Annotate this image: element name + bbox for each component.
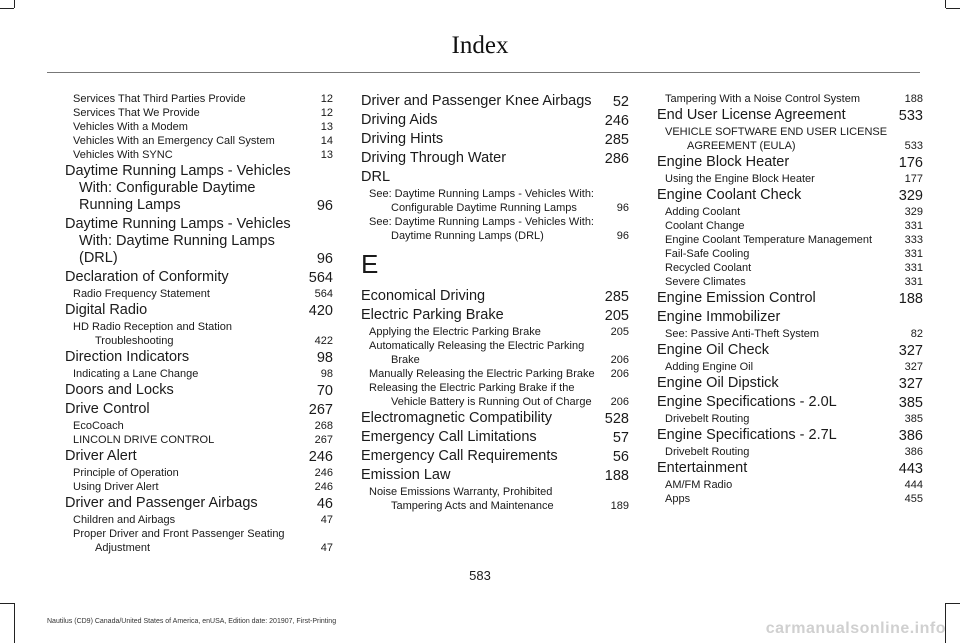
index-entry: [657, 393, 923, 412]
entry-text: Automatically Releasing the Electric Parking Brake: [369, 340, 585, 366]
entry-text: Indicating a Lane Change: [73, 368, 199, 380]
entry-text: Vehicles With an Emergency Call System: [73, 135, 275, 147]
entry-page-number: 331: [904, 262, 923, 274]
index-subentry: [657, 247, 923, 261]
entry-page-number: 386: [898, 428, 923, 444]
entry-page-number: 13: [320, 121, 333, 133]
index-subentry: [657, 275, 923, 289]
entry-page-number: 329: [904, 206, 923, 218]
index-subentry: [361, 215, 629, 243]
index-subentry: [361, 339, 629, 367]
entry-page-number: 57: [612, 430, 629, 446]
entry-page-number: 327: [904, 361, 923, 373]
entry-text: Driver Alert: [65, 448, 137, 464]
crop-mark: [14, 0, 15, 8]
entry-text: Daytime Running Lamps - Vehicles With: Configurable Daytime Running Lamps: [65, 163, 291, 213]
index-entry: [657, 153, 923, 172]
index-subentry: [361, 325, 629, 339]
index-entry: [657, 186, 923, 205]
index-entry: [657, 374, 923, 393]
index-entry: [65, 381, 333, 400]
entry-page-number: 12: [320, 107, 333, 119]
entry-page-number: 285: [604, 132, 629, 148]
index-entry: [361, 306, 629, 325]
index-subentry: [657, 478, 923, 492]
page-number: 583: [469, 568, 491, 583]
entry-page-number: 206: [610, 354, 629, 366]
entry-text: Entertainment: [657, 460, 748, 476]
entry-page-number: 533: [898, 108, 923, 124]
index-entry: [361, 111, 629, 130]
entry-page-number: 98: [320, 368, 333, 380]
entry-page-number: 96: [616, 202, 629, 214]
index-subentry: [65, 287, 333, 301]
entry-text: Engine Specifications - 2.7L: [657, 427, 837, 443]
entry-page-number: 96: [316, 251, 333, 267]
entry-text: Daytime Running Lamps - Vehicles With: Daytime Running Lamps (DRL): [65, 216, 291, 266]
index-subentry: [65, 106, 333, 120]
entry-page-number: 443: [898, 461, 923, 477]
entry-text: Declaration of Conformity: [65, 269, 229, 285]
index-entry: [361, 466, 629, 485]
entry-page-number: 533: [904, 140, 923, 152]
entry-text: Engine Emission Control: [657, 290, 816, 306]
index-entry: [361, 287, 629, 306]
entry-text: Tampering With a Noise Control System: [665, 93, 861, 105]
entry-text: Driving Through Water: [361, 150, 507, 166]
entry-text: Driving Aids: [361, 112, 438, 128]
page-title: Index: [451, 32, 509, 59]
entry-text: Emission Law: [361, 467, 451, 483]
footer-edition-text: Nautilus (CD9) Canada/United States of America, enUSA, Edition date: 201907, First-Printing: [47, 618, 337, 625]
entry-page-number: 56: [612, 449, 629, 465]
index-subentry: [65, 480, 333, 494]
entry-text: Radio Frequency Statement: [73, 288, 210, 300]
crop-mark: [0, 8, 14, 9]
crop-mark: [946, 8, 960, 9]
index-subentry: [65, 419, 333, 433]
index-subentry: [657, 92, 923, 106]
entry-text: Drivebelt Routing: [665, 446, 750, 458]
index-entry: [657, 341, 923, 360]
entry-page-number: 47: [320, 514, 333, 526]
entry-page-number: 12: [320, 93, 333, 105]
entry-page-number: 455: [904, 493, 923, 505]
entry-text: Vehicles With a Modem: [73, 121, 188, 133]
entry-page-number: 528: [604, 411, 629, 427]
entry-text: Economical Driving: [361, 288, 486, 304]
entry-page-number: 444: [904, 479, 923, 491]
index-subentry: [65, 320, 333, 348]
entry-page-number: 96: [616, 230, 629, 242]
index-entry: [65, 447, 333, 466]
entry-page-number: 331: [904, 276, 923, 288]
entry-text: Drive Control: [65, 401, 150, 417]
entry-text: Severe Climates: [665, 276, 746, 288]
entry-page-number: 327: [898, 343, 923, 359]
entry-text: Driver and Passenger Knee Airbags: [361, 93, 592, 109]
entry-text: Apps: [665, 493, 691, 505]
title-divider: [47, 72, 920, 73]
index-entry: [657, 289, 923, 308]
index-entry: [65, 268, 333, 287]
entry-text: Engine Oil Dipstick: [657, 375, 779, 391]
entry-page-number: 205: [604, 308, 629, 324]
entry-text: EcoCoach: [73, 420, 124, 432]
entry-page-number: 46: [316, 496, 333, 512]
index-subentry: [65, 433, 333, 447]
entry-page-number: 268: [314, 420, 333, 432]
index-subentry: [65, 148, 333, 162]
entry-text: Engine Coolant Temperature Management: [665, 234, 873, 246]
index-subentry: [65, 120, 333, 134]
entry-page-number: 188: [904, 93, 923, 105]
entry-page-number: 188: [898, 291, 923, 307]
index-entry: [361, 428, 629, 447]
entry-page-number: 188: [604, 468, 629, 484]
entry-page-number: 70: [316, 383, 333, 399]
entry-text: Drivebelt Routing: [665, 413, 750, 425]
entry-text: Driving Hints: [361, 131, 444, 147]
entry-text: Engine Coolant Check: [657, 187, 802, 203]
entry-text: Doors and Locks: [65, 382, 174, 398]
index-entry: [65, 215, 333, 268]
index-subentry: [65, 92, 333, 106]
entry-page-number: 331: [904, 248, 923, 260]
entry-page-number: 333: [904, 234, 923, 246]
entry-text: See: Daytime Running Lamps - Vehicles With: Configurable Daytime Running Lamps: [369, 188, 594, 214]
entry-page-number: 385: [904, 413, 923, 425]
index-subentry: [361, 381, 629, 409]
index-entry: [361, 168, 629, 187]
entry-text: AM/FM Radio: [665, 479, 733, 491]
index-subentry: [65, 134, 333, 148]
entry-text: Engine Oil Check: [657, 342, 770, 358]
entry-page-number: 327: [898, 376, 923, 392]
entry-text: Fail-Safe Cooling: [665, 248, 750, 260]
entry-text: Emergency Call Requirements: [361, 448, 558, 464]
index-entry: [361, 92, 629, 111]
index-subentry: [65, 527, 333, 555]
section-letter: E: [361, 249, 379, 279]
entry-text: Applying the Electric Parking Brake: [369, 326, 541, 338]
entry-text: Electric Parking Brake: [361, 307, 504, 323]
entry-text: Manually Releasing the Electric Parking Brake: [369, 368, 595, 380]
index-entry: [65, 162, 333, 215]
entry-page-number: 96: [316, 198, 333, 214]
entry-text: Coolant Change: [665, 220, 745, 232]
entry-text: Driver and Passenger Airbags: [65, 495, 258, 511]
entry-text: See: Passive Anti-Theft System: [665, 328, 820, 340]
index-subentry: [657, 492, 923, 506]
entry-page-number: 13: [320, 149, 333, 161]
crop-mark: [945, 0, 946, 8]
entry-page-number: 176: [898, 155, 923, 171]
index-subentry: [657, 327, 923, 341]
entry-page-number: 286: [604, 151, 629, 167]
index-entry: [361, 409, 629, 428]
index-entry: [65, 301, 333, 320]
index-entry: [361, 149, 629, 168]
entry-page-number: 329: [898, 188, 923, 204]
entry-page-number: 267: [308, 402, 333, 418]
entry-text: Services That We Provide: [73, 107, 200, 119]
entry-page-number: 206: [610, 396, 629, 408]
entry-text: Adding Engine Oil: [665, 361, 754, 373]
entry-page-number: 422: [314, 335, 333, 347]
index-entry: [65, 400, 333, 419]
index-subentry: [657, 172, 923, 186]
entry-page-number: 246: [604, 113, 629, 129]
entry-page-number: 52: [612, 94, 629, 110]
entry-page-number: 14: [320, 135, 333, 147]
entry-text: HD Radio Reception and Station Troubleshooting: [73, 321, 232, 347]
watermark: carmanualsonline.info: [765, 620, 946, 637]
index-entry: [657, 106, 923, 125]
entry-text: Engine Immobilizer: [657, 309, 781, 325]
entry-text: Electromagnetic Compatibility: [361, 410, 552, 426]
entry-text: Using the Engine Block Heater: [665, 173, 815, 185]
entry-page-number: 267: [314, 434, 333, 446]
entry-page-number: 331: [904, 220, 923, 232]
entry-page-number: 246: [314, 481, 333, 493]
index-subentry: [657, 205, 923, 219]
entry-text: Services That Third Parties Provide: [73, 93, 246, 105]
entry-text: Proper Driver and Front Passenger Seating Adjustment: [73, 528, 285, 554]
entry-page-number: 246: [308, 449, 333, 465]
index-subentry: [657, 445, 923, 459]
entry-text: LINCOLN DRIVE CONTROL: [73, 434, 215, 446]
index-subentry: [361, 187, 629, 215]
entry-page-number: 285: [604, 289, 629, 305]
entry-page-number: 564: [308, 270, 333, 286]
entry-page-number: 205: [610, 326, 629, 338]
index-column-2: [361, 92, 629, 513]
entry-page-number: 386: [904, 446, 923, 458]
index-column-1: [65, 92, 333, 555]
crop-mark: [14, 603, 15, 643]
entry-text: Recycled Coolant: [665, 262, 752, 274]
entry-text: Children and Airbags: [73, 514, 176, 526]
entry-text: VEHICLE SOFTWARE END USER LICENSE AGREEMENT (EULA): [665, 126, 888, 152]
index-entry: [65, 494, 333, 513]
index-entry: [657, 308, 923, 327]
entry-text: Adding Coolant: [665, 206, 741, 218]
entry-page-number: 177: [904, 173, 923, 185]
index-subentry: [657, 412, 923, 426]
index-entry: [361, 447, 629, 466]
entry-text: See: Daytime Running Lamps - Vehicles With: Daytime Running Lamps (DRL): [369, 216, 594, 242]
entry-page-number: 246: [314, 467, 333, 479]
entry-page-number: 206: [610, 368, 629, 380]
entry-page-number: 47: [320, 542, 333, 554]
entry-text: Emergency Call Limitations: [361, 429, 537, 445]
index-subentry: [65, 367, 333, 381]
index-subentry: [65, 466, 333, 480]
index-subentry: [361, 367, 629, 381]
entry-text: Using Driver Alert: [73, 481, 159, 493]
index-entry: [657, 426, 923, 445]
index-entry: [65, 348, 333, 367]
index-entry: [657, 459, 923, 478]
entry-text: Engine Block Heater: [657, 154, 790, 170]
index-entry: [361, 130, 629, 149]
index-subentry: [657, 219, 923, 233]
entry-text: Noise Emissions Warranty, Prohibited Tampering Acts and Maintenance: [369, 486, 554, 512]
entry-page-number: 420: [308, 303, 333, 319]
entry-page-number: 98: [316, 350, 333, 366]
index-column-3: [657, 92, 923, 506]
index-subentry: [361, 485, 629, 513]
entry-page-number: 189: [610, 500, 629, 512]
entry-text: Engine Specifications - 2.0L: [657, 394, 837, 410]
crop-mark: [0, 603, 14, 604]
entry-page-number: 385: [898, 395, 923, 411]
index-subentry: [657, 125, 923, 153]
index-subentry: [657, 261, 923, 275]
entry-text: Releasing the Electric Parking Brake if the Vehicle Battery is Running Out of Charge: [369, 382, 592, 408]
entry-text: Vehicles With SYNC: [73, 149, 173, 161]
entry-text: Digital Radio: [65, 302, 148, 318]
entry-page-number: 82: [910, 328, 923, 340]
entry-text: DRL: [361, 169, 391, 185]
entry-text: End User License Agreement: [657, 107, 846, 123]
crop-mark: [946, 603, 960, 604]
index-subentry: [65, 513, 333, 527]
entry-text: Principle of Operation: [73, 467, 179, 479]
entry-text: Direction Indicators: [65, 349, 190, 365]
index-subentry: [657, 360, 923, 374]
index-subentry: [657, 233, 923, 247]
entry-page-number: 564: [314, 288, 333, 300]
